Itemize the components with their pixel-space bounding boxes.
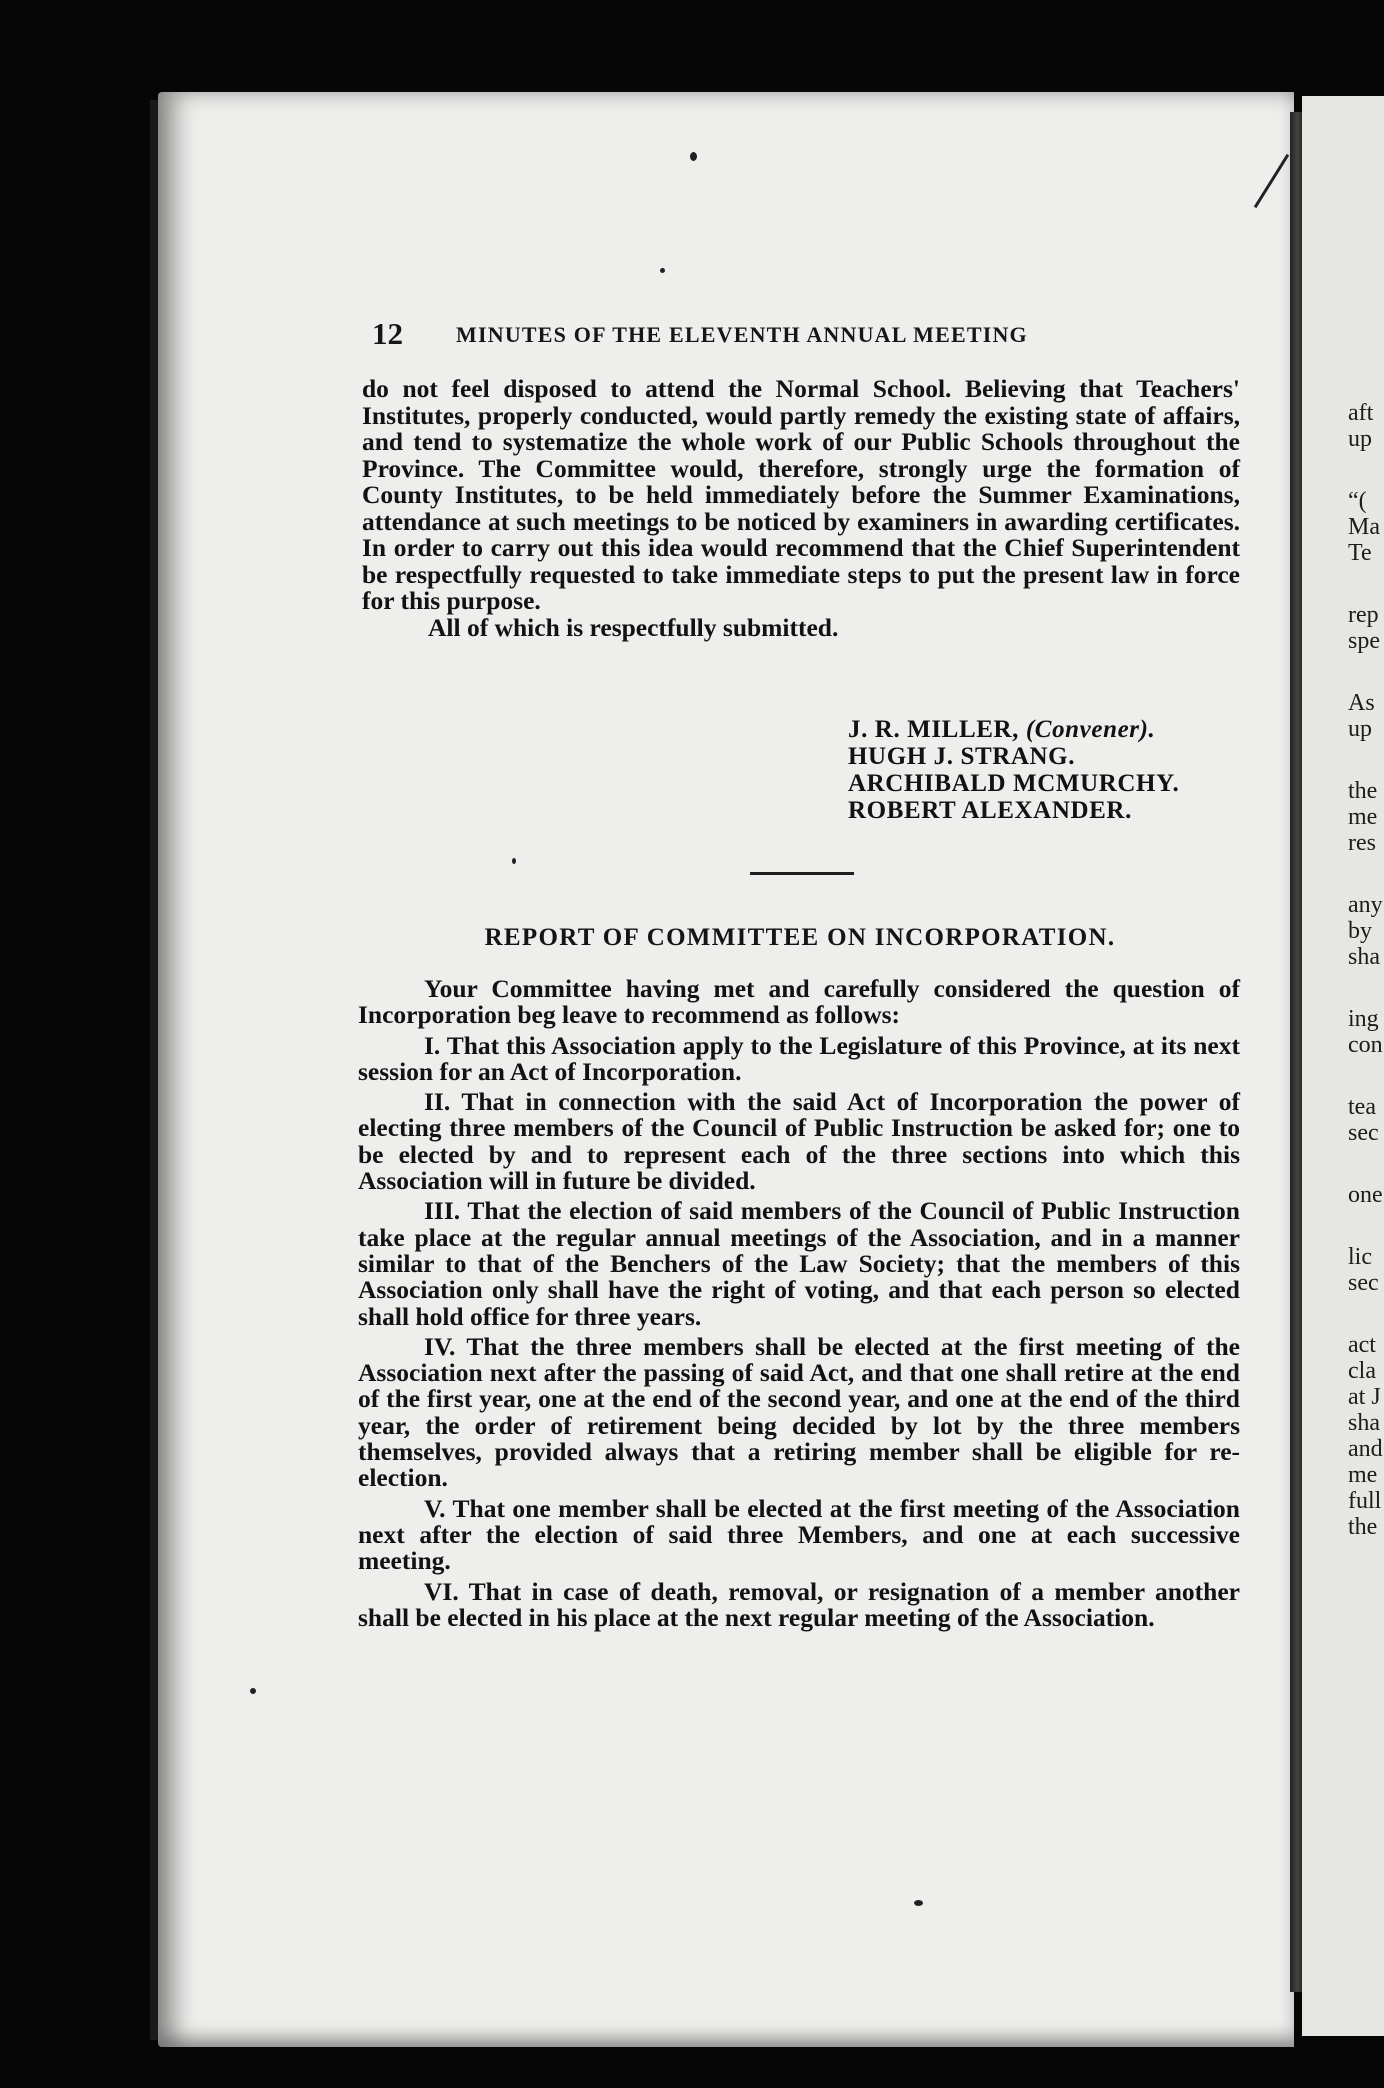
ink-speck bbox=[512, 858, 516, 864]
signatory-block bbox=[848, 716, 1268, 824]
recommendation-item: II. That in connection with the said Act of Incorporation the power of electing three members of the Council of Public Instruction be asked for; one to be elected by and to represent each of the three sections into which this Association will in future be divided. bbox=[358, 1087, 1240, 1196]
signatory bbox=[848, 797, 1268, 824]
book-gutter bbox=[1290, 112, 1302, 1992]
facing-page-fragment: any bbox=[1348, 892, 1383, 918]
signatory bbox=[848, 743, 1268, 770]
facing-page-fragment: con bbox=[1348, 1032, 1383, 1058]
facing-page-fragment: me bbox=[1348, 804, 1378, 830]
signatory bbox=[848, 716, 1268, 743]
facing-page-fragment: one bbox=[1348, 1182, 1383, 1208]
signatory-role: (Convener). bbox=[1025, 716, 1156, 743]
signatory-name: ARCHIBALD MCMURCHY. bbox=[848, 770, 1180, 797]
facing-page-fragment: “( bbox=[1348, 488, 1367, 514]
facing-page-fragment: spe bbox=[1348, 628, 1380, 654]
facing-page-fragment: Ma bbox=[1348, 514, 1380, 540]
facing-page-fragment: sha bbox=[1348, 944, 1380, 970]
facing-page-fragment: and bbox=[1348, 1436, 1383, 1462]
facing-page-fragment: res bbox=[1348, 830, 1376, 856]
signatory-name: J. R. MILLER, bbox=[848, 716, 1020, 743]
scan-border-left bbox=[150, 100, 158, 2040]
intro-paragraph: Your Committee having met and carefully considered the question of Incorporation beg leave to recommend as follows: bbox=[358, 974, 1240, 1030]
preceding-report-text bbox=[362, 376, 1240, 641]
facing-page-fragment: sec bbox=[1348, 1120, 1379, 1146]
section-heading: REPORT OF COMMITTEE ON INCORPORATION. bbox=[484, 924, 1116, 951]
signatory bbox=[848, 770, 1268, 797]
facing-page-fragment: lic bbox=[1348, 1244, 1372, 1270]
recommendation-item: IV. That the three members shall be elected at the first meeting of the Association next after the passing of said Act, and that one shall retire at the end of the first year, one at the end of the second year, and one at the end of the third year, the order of retirement being decided by lot by the three members themselves, provided always that a retiring member shall be eligible for re-election. bbox=[358, 1331, 1240, 1493]
facing-page-fragment: by bbox=[1348, 918, 1372, 944]
recommendation-item: III. That the election of said members of the Council of Public Instruction take place at the regular annual meetings of the Association, and in a manner similar to that of the Benchers of the Law Society; that the members of this Association only shall have the right of voting, and that each person so elected shall hold office for three years. bbox=[358, 1196, 1240, 1331]
facing-page-fragment: the bbox=[1348, 1514, 1378, 1540]
facing-page-fragment: rep bbox=[1348, 602, 1379, 628]
ink-speck bbox=[914, 1900, 923, 1906]
facing-page-fragment: sha bbox=[1348, 1410, 1380, 1436]
facing-page-fragment: ing bbox=[1348, 1006, 1379, 1032]
body-paragraph: do not feel disposed to attend the Normal School. Believing that Teachers' Institutes, properly conducted, would partly remedy the existing state of affairs, and tend to systematize the whole work of our Public Schools throughout the Province. The Committee would, therefore, strongly urge the formation of County Institutes, to be held immediately before the Summer Examinations, attendance at such meetings to be noticed by examiners in awarding certificates. In order to carry out this idea would recommend that the Chief Superintendent be respectfully requested to take immediate steps to put the present law in force for this purpose. bbox=[362, 374, 1240, 615]
facing-page-fragment: me bbox=[1348, 1462, 1378, 1488]
incorporation-report-text bbox=[358, 976, 1240, 1635]
facing-page-fragment: the bbox=[1348, 778, 1378, 804]
section-divider bbox=[750, 872, 854, 875]
facing-page-fragment: up bbox=[1348, 716, 1372, 742]
facing-page-fragment: full bbox=[1348, 1488, 1382, 1514]
ink-speck bbox=[690, 152, 697, 161]
ink-speck bbox=[250, 1688, 256, 1694]
running-title: MINUTES OF THE ELEVENTH ANNUAL MEETING bbox=[456, 322, 1028, 347]
signatory-name: ROBERT ALEXANDER. bbox=[848, 797, 1132, 824]
ink-speck bbox=[660, 268, 665, 273]
facing-page-edge bbox=[1302, 96, 1384, 2036]
signatory-name: HUGH J. STRANG. bbox=[848, 743, 1076, 770]
facing-page-fragment: act bbox=[1348, 1332, 1376, 1358]
facing-page-fragment: cla bbox=[1348, 1358, 1376, 1384]
facing-page-fragment: sec bbox=[1348, 1270, 1379, 1296]
closing-line: All of which is respectfully submitted. bbox=[428, 612, 839, 642]
recommendation-item: V. That one member shall be elected at the first meeting of the Association next after the election of said three Members, and one at each successive meeting. bbox=[358, 1493, 1240, 1576]
recommendation-item: I. That this Association apply to the Legislature of this Province, at its next session for an Act of Incorporation. bbox=[358, 1030, 1240, 1086]
facing-page-fragment: Te bbox=[1348, 540, 1372, 566]
facing-page-fragment: As bbox=[1348, 690, 1375, 716]
facing-page-fragment: up bbox=[1348, 426, 1372, 452]
facing-page-fragment: aft bbox=[1348, 400, 1374, 426]
facing-page-fragment: tea bbox=[1348, 1094, 1376, 1120]
recommendation-item: VI. That in case of death, removal, or resignation of a member another shall be elected in his place at the next regular meeting of the Association. bbox=[358, 1576, 1240, 1632]
facing-page-fragment: at J bbox=[1348, 1384, 1381, 1410]
running-head bbox=[372, 316, 1152, 354]
page-number: 12 bbox=[372, 316, 403, 351]
